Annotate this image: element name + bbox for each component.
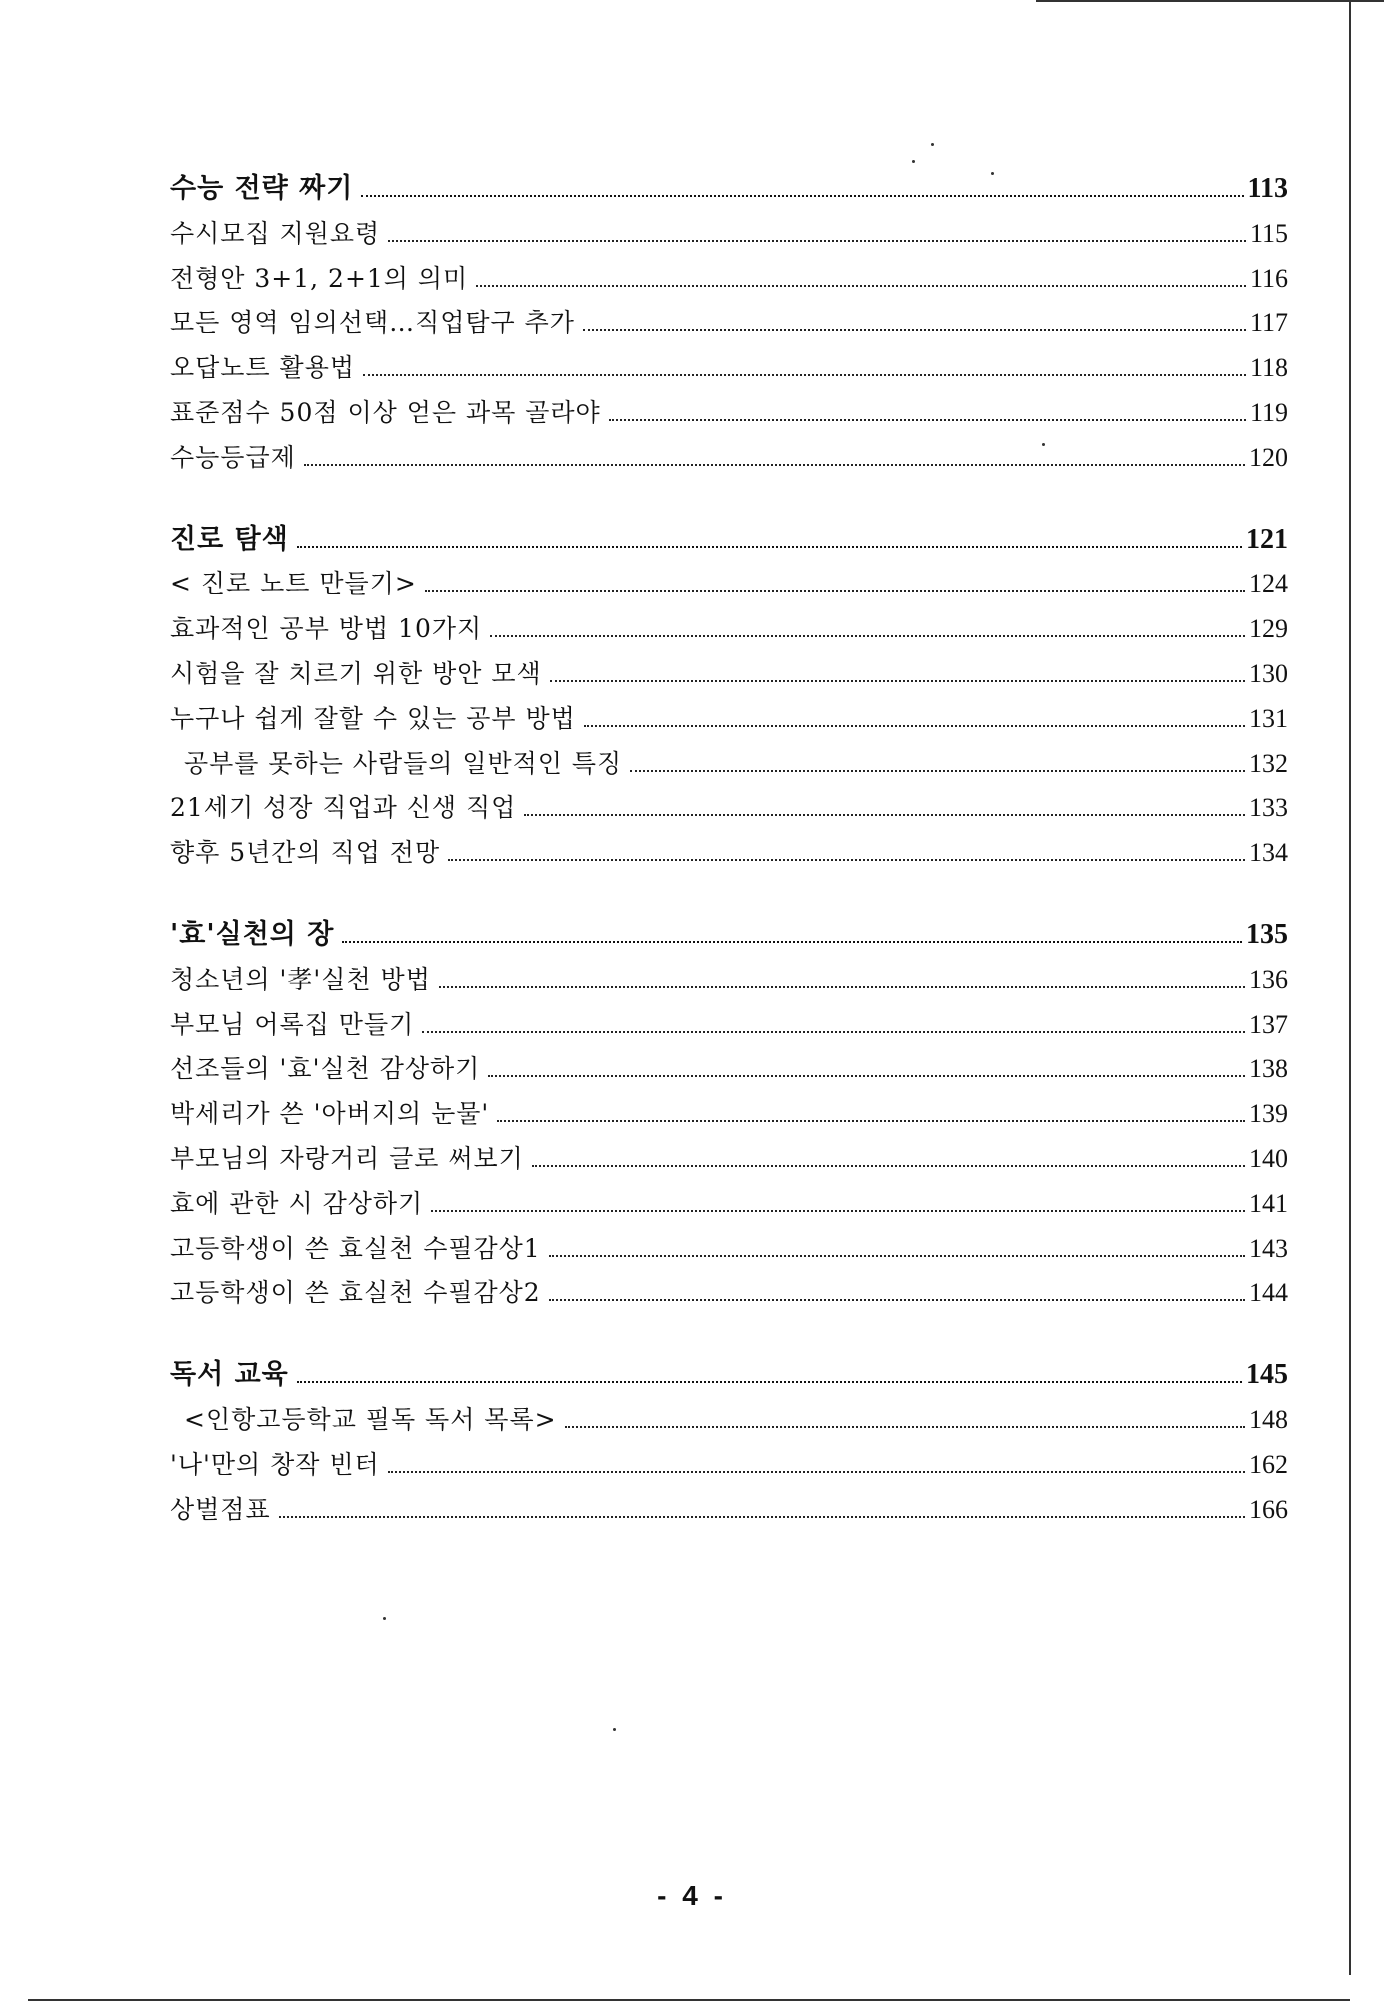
scan-speck [383, 1617, 386, 1620]
toc-section-heading [170, 518, 1288, 563]
toc-entry-title: 수능 전략 짜기 [170, 173, 354, 204]
toc-entry-page: 119 [1249, 397, 1288, 427]
toc-entry-page: 136 [1249, 964, 1288, 994]
toc-entry-page: 166 [1249, 1494, 1288, 1524]
dot-leader [630, 770, 1245, 772]
dot-leader [388, 240, 1246, 242]
dot-leader [448, 859, 1245, 861]
toc-entry-title: 표준점수 50점 이상 얻은 과목 골라야 [170, 397, 601, 427]
toc-entry-title: 부모님의 자랑거리 글로 써보기 [170, 1143, 524, 1173]
toc-entry-title: 시험을 잘 치르기 위한 방안 모색 [170, 658, 542, 688]
toc-entry-page: 129 [1249, 614, 1288, 644]
dot-leader [342, 941, 1242, 943]
toc-entry-title: '효'실천의 장 [170, 918, 335, 950]
scan-speck [931, 143, 934, 146]
dot-leader [422, 1031, 1245, 1033]
toc-entry-page: 131 [1249, 703, 1288, 733]
toc-entry [170, 958, 1288, 1003]
toc-section-heading [170, 1353, 1288, 1398]
toc-entry [170, 1047, 1288, 1092]
toc-entry-title: 오답노트 활용법 [170, 353, 355, 383]
toc-entry [170, 831, 1288, 876]
toc-entry-title: 효과적인 공부 방법 10가지 [170, 614, 483, 644]
dot-leader [549, 1299, 1245, 1301]
toc-entry-title: 부모님 어록집 만들기 [170, 1009, 415, 1039]
dot-leader [279, 1516, 1245, 1518]
toc-entry-page: 162 [1249, 1449, 1288, 1479]
toc-entry-page: 121 [1246, 523, 1288, 555]
toc-entry [170, 1398, 1288, 1443]
toc-entry-page: 130 [1249, 658, 1288, 688]
toc-entry [170, 1092, 1288, 1137]
toc-entry-title: 수시모집 지원요령 [170, 218, 381, 248]
page-edge-top [1036, 0, 1384, 2]
toc-entry [170, 562, 1288, 607]
toc-entry-page: 120 [1249, 442, 1288, 472]
dot-leader [583, 329, 1246, 331]
toc-section [170, 913, 1288, 1316]
toc-entry-page: 148 [1249, 1404, 1288, 1434]
dot-leader [550, 680, 1245, 682]
toc-section [170, 518, 1288, 876]
toc-entry-page: 133 [1249, 793, 1288, 823]
dot-leader [304, 464, 1245, 466]
toc-entry [170, 742, 1288, 787]
toc-entry-title: '나'만의 창작 빈터 [170, 1449, 380, 1479]
toc-entry-title: 누구나 쉽게 잘할 수 있는 공부 방법 [170, 703, 576, 733]
toc-entry-page: 118 [1249, 353, 1288, 383]
toc-section-heading [170, 913, 1288, 958]
toc-entry-title: 고등학생이 쓴 효실천 수필감상2 [170, 1278, 541, 1308]
toc-entry-page: 145 [1246, 1359, 1288, 1391]
toc-entry-page: 144 [1249, 1278, 1288, 1308]
toc-entry-title: 고등학생이 쓴 효실천 수필감상1 [170, 1233, 541, 1263]
toc-section [170, 167, 1288, 481]
toc-entry-title: 효에 관한 시 감상하기 [170, 1188, 424, 1218]
dot-leader [532, 1165, 1245, 1167]
toc-entry [170, 436, 1288, 481]
toc-entry-page: 135 [1246, 918, 1288, 950]
dot-leader [524, 814, 1245, 816]
toc-entry-page: 132 [1249, 748, 1288, 778]
toc-entry-page: 138 [1249, 1054, 1288, 1084]
toc-entry [170, 301, 1288, 346]
toc-entry-page: 139 [1249, 1099, 1288, 1129]
page-edge-bottom [28, 1999, 1350, 2001]
dot-leader [439, 986, 1245, 988]
toc-entry-title: 향후 5년간의 직업 전망 [170, 838, 441, 868]
toc-entry-title: 수능등급제 [170, 442, 296, 472]
toc-entry-title: <인항고등학교 필독 독서 목록> [184, 1404, 557, 1434]
dot-leader [584, 725, 1245, 727]
toc-section-heading [170, 167, 1288, 212]
toc-entry-page: 115 [1249, 218, 1288, 248]
toc-entry-title: 공부를 못하는 사람들의 일반적인 특징 [184, 748, 623, 778]
toc-entry-title: 21세기 성장 직업과 신생 직업 [170, 793, 517, 823]
toc-entry-title: 박세리가 쓴 '아버지의 눈물' [170, 1099, 490, 1129]
dot-leader [361, 195, 1243, 197]
toc-entry-page: 113 [1247, 173, 1288, 204]
toc-entry-page: 143 [1249, 1233, 1288, 1263]
toc-entry-page: 124 [1249, 569, 1288, 599]
dot-leader [388, 1471, 1245, 1473]
toc-entry [170, 1443, 1288, 1488]
toc-entry-page: 137 [1249, 1009, 1288, 1039]
scan-speck [613, 1728, 616, 1731]
dot-leader [565, 1426, 1245, 1428]
dot-leader [488, 1075, 1245, 1077]
toc-entry-title: 상벌점표 [170, 1494, 271, 1524]
toc-entry-title: 청소년의 '孝'실천 방법 [170, 964, 431, 994]
toc-entry [170, 607, 1288, 652]
toc-entry [170, 346, 1288, 391]
toc-entry-title: < 진로 노트 만들기> [170, 569, 417, 599]
toc-entry-title: 선조들의 '효'실천 감상하기 [170, 1054, 481, 1084]
toc-entry [170, 1271, 1288, 1316]
toc-entry-title: 진로 탐색 [170, 523, 289, 555]
toc-entry [170, 257, 1288, 302]
dot-leader [297, 546, 1242, 548]
dot-leader [425, 590, 1245, 592]
dot-leader [297, 1381, 1242, 1383]
dot-leader [490, 635, 1245, 637]
toc-entry [170, 1003, 1288, 1048]
toc-entry [170, 1182, 1288, 1227]
toc-section [170, 1353, 1288, 1532]
scan-speck [912, 160, 915, 163]
toc-entry-page: 141 [1249, 1188, 1288, 1218]
toc-entry [170, 212, 1288, 257]
toc-entry [170, 1227, 1288, 1272]
toc-entry-page: 116 [1249, 263, 1288, 293]
dot-leader [549, 1255, 1245, 1257]
toc-entry [170, 786, 1288, 831]
toc-entry-page: 140 [1249, 1143, 1288, 1173]
page-number: - 4 - [657, 1880, 727, 1911]
toc-entry [170, 1137, 1288, 1182]
toc-entry-title: 독서 교육 [170, 1359, 289, 1391]
toc-entry-title: 전형안 3+1, 2+1의 의미 [170, 263, 469, 293]
dot-leader [476, 285, 1246, 287]
toc-entry [170, 391, 1288, 436]
dot-leader [363, 374, 1246, 376]
toc-entry-page: 117 [1249, 308, 1288, 338]
dot-leader [497, 1120, 1245, 1122]
toc-entry-title: 모든 영역 임의선택…직업탐구 추가 [170, 308, 575, 338]
toc-entry [170, 697, 1288, 742]
toc-entry-page: 134 [1249, 838, 1288, 868]
page-edge-right [1349, 0, 1351, 1975]
table-of-contents [170, 167, 1288, 1569]
toc-entry [170, 652, 1288, 697]
dot-leader [609, 419, 1246, 421]
dot-leader [431, 1210, 1245, 1212]
toc-entry [170, 1488, 1288, 1533]
